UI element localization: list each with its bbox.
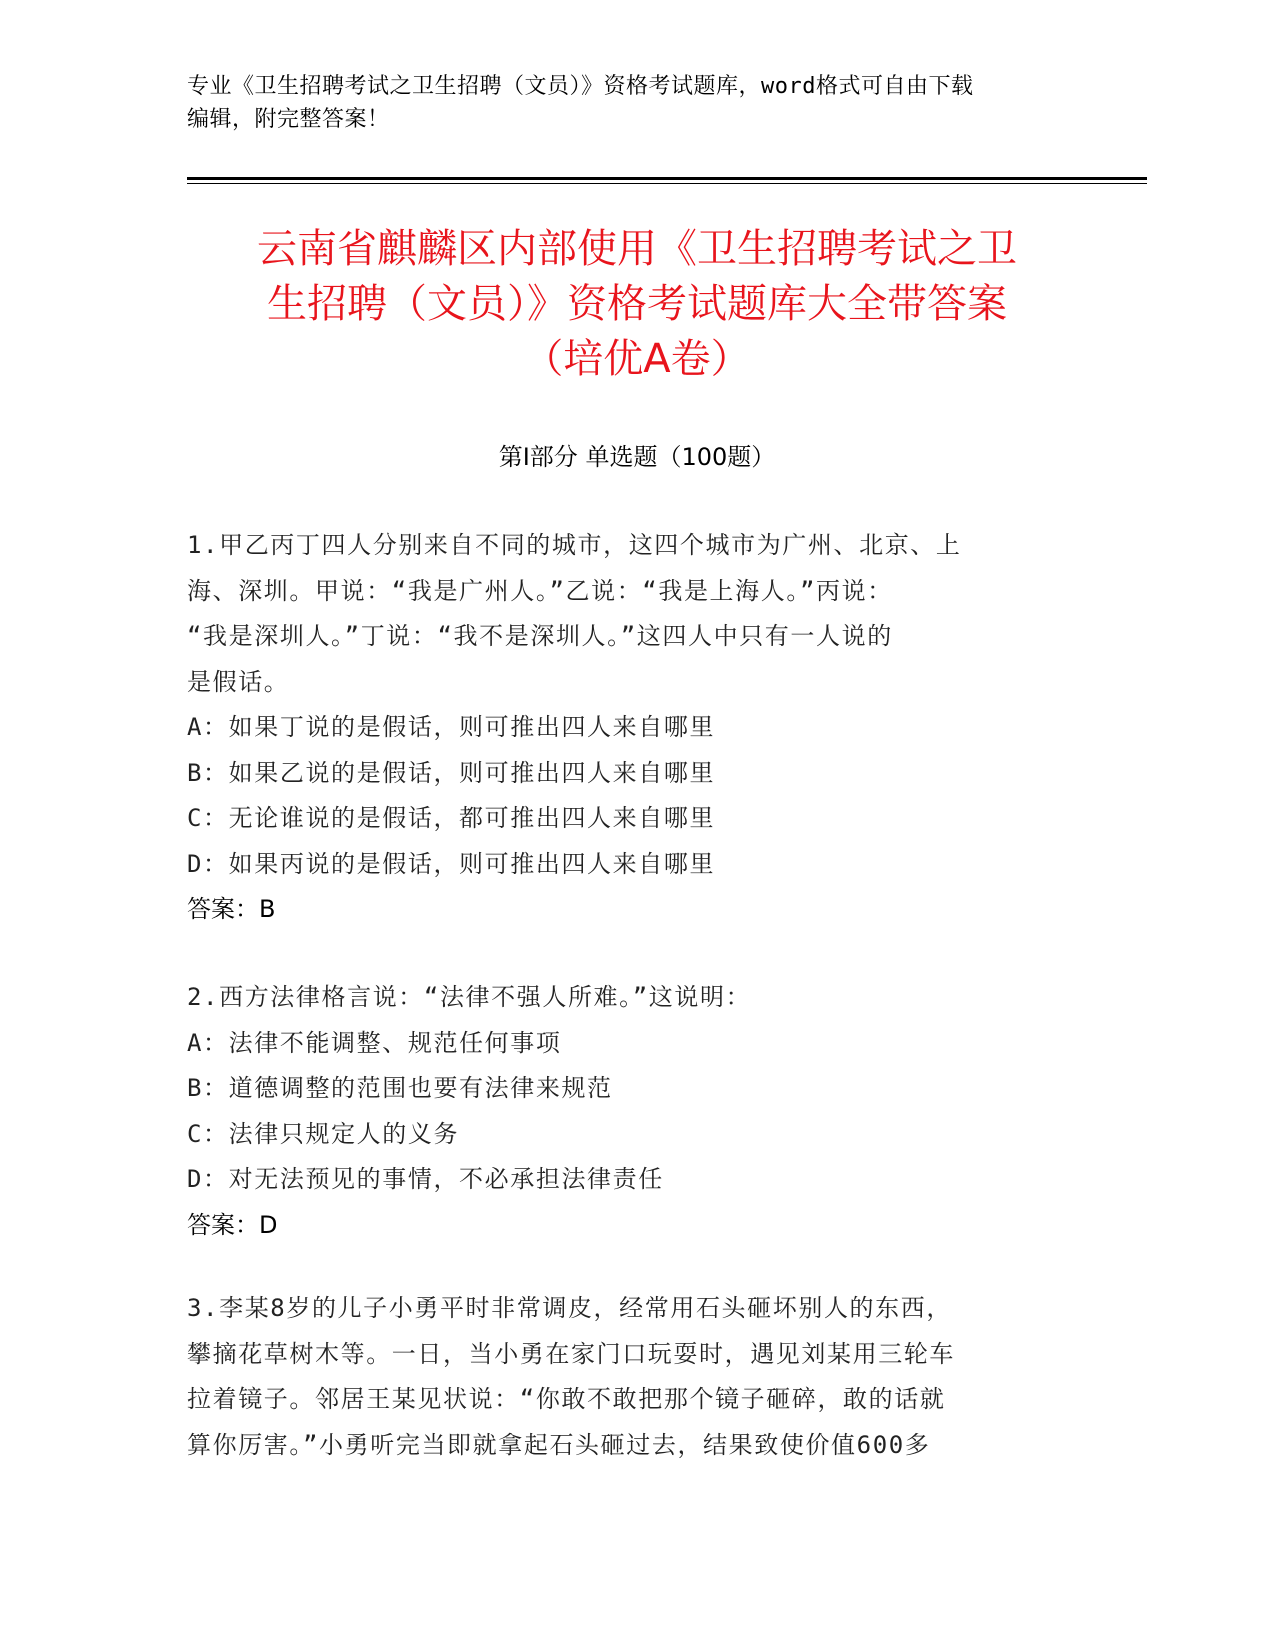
option-d: D：对无法预见的事情，不必承担法律责任 (187, 1165, 664, 1193)
option-a: A：如果丁说的是假话，则可推出四人来自哪里 (187, 713, 716, 741)
title-line: 云南省麒麟区内部使用《卫生招聘考试之卫 (257, 226, 1017, 272)
header-line: 专业《卫生招聘考试之卫生招聘（文员）》资格考试题库，word格式可自由下载 (187, 74, 974, 99)
title-line: 生招聘（文员）》资格考试题库大全带答案 (267, 281, 1007, 327)
option-c: C：无论谁说的是假话，都可推出四人来自哪里 (187, 804, 716, 832)
option-b: B：道德调整的范围也要有法律来规范 (187, 1074, 613, 1102)
question-text: 海、深圳。甲说：“我是广州人。”乙说：“我是上海人。”丙说： (187, 576, 893, 605)
question-text: “我是深圳人。”丁说：“我不是深圳人。”这四人中只有一人说的 (187, 622, 893, 650)
header-rule (187, 177, 1147, 180)
question-text: 1.甲乙丙丁四人分别来自不同的城市，这四个城市为广州、北京、上 (187, 531, 962, 559)
question-text: 2.西方法律格言说：“法律不强人所难。”这说明： (187, 983, 752, 1011)
option-d: D：如果丙说的是假话，则可推出四人来自哪里 (187, 849, 716, 878)
question-text: 是假话。 (187, 667, 290, 696)
page-header (187, 70, 1087, 136)
document-title (187, 222, 1087, 387)
question-text: 拉着镜子。邻居王某见状说：“你敢不敢把那个镜子砸碎，敢的话就 (187, 1385, 946, 1413)
question-text: 算你厉害。”小勇听完当即就拿起石头砸过去，结果致使价值600多 (187, 1430, 931, 1459)
question-text: 攀摘花草树木等。一日，当小勇在家门口玩耍时，遇见刘某用三轮车 (187, 1339, 955, 1368)
header-line: 编辑，附完整答案！ (187, 107, 390, 132)
question-block (187, 1286, 1067, 1468)
option-b: B：如果乙说的是假话，则可推出四人来自哪里 (187, 758, 716, 787)
question-text: 3.李某8岁的儿子小勇平时非常调皮，经常用石头砸坏别人的东西， (187, 1294, 952, 1322)
title-line: （培优A卷） (523, 336, 751, 382)
option-c: C：法律只规定人的义务 (187, 1119, 460, 1148)
answer-line: 答案：B (187, 895, 276, 923)
question-block (187, 975, 1067, 1248)
section-heading: 第Ⅰ部分 单选题（100题） (498, 443, 776, 471)
option-a: A：法律不能调整、规范任何事项 (187, 1028, 562, 1057)
question-block (187, 523, 1067, 933)
answer-line: 答案：D (187, 1210, 278, 1239)
header-rule-thin (187, 183, 1147, 184)
